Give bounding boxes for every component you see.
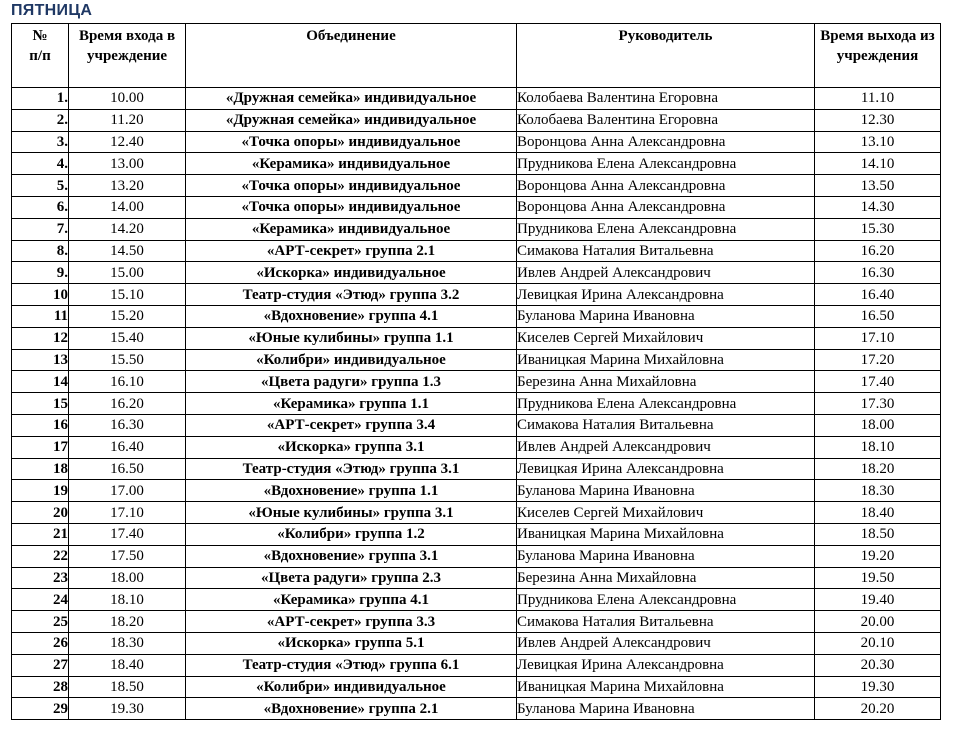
row-number: 27 xyxy=(12,654,69,676)
row-number: 28 xyxy=(12,676,69,698)
club-cell: «Вдохновение» группа 2.1 xyxy=(186,698,517,720)
club-cell: Театр-студия «Этюд» группа 6.1 xyxy=(186,654,517,676)
table-row xyxy=(12,393,941,415)
time-out-cell: 19.30 xyxy=(815,676,941,698)
leader-cell: Воронцова Анна Александровна xyxy=(517,196,815,218)
leader-cell: Прудникова Елена Александровна xyxy=(517,218,815,240)
table-row xyxy=(12,218,941,240)
club-cell: «Дружная семейка» индивидуальное xyxy=(186,109,517,131)
time-out-cell: 12.30 xyxy=(815,109,941,131)
club-cell: «Вдохновение» группа 4.1 xyxy=(186,305,517,327)
time-out-cell: 14.10 xyxy=(815,153,941,175)
table-row xyxy=(12,676,941,698)
time-in-cell: 15.50 xyxy=(69,349,186,371)
leader-cell: Буланова Марина Ивановна xyxy=(517,480,815,502)
time-out-cell: 15.30 xyxy=(815,218,941,240)
time-out-cell: 18.20 xyxy=(815,458,941,480)
club-cell: «Керамика» индивидуальное xyxy=(186,153,517,175)
table-row xyxy=(12,327,941,349)
time-out-cell: 13.10 xyxy=(815,131,941,153)
time-out-cell: 18.30 xyxy=(815,480,941,502)
leader-cell: Буланова Марина Ивановна xyxy=(517,305,815,327)
time-in-cell: 10.00 xyxy=(69,88,186,110)
table-row xyxy=(12,349,941,371)
row-number: 15 xyxy=(12,393,69,415)
time-out-cell: 16.30 xyxy=(815,262,941,284)
table-row xyxy=(12,88,941,110)
leader-cell: Левицкая Ирина Александровна xyxy=(517,654,815,676)
club-cell: Театр-студия «Этюд» группа 3.2 xyxy=(186,284,517,306)
leader-cell: Прудникова Елена Александровна xyxy=(517,393,815,415)
time-in-cell: 18.30 xyxy=(69,632,186,654)
time-out-cell: 20.20 xyxy=(815,698,941,720)
club-cell: «Колибри» группа 1.2 xyxy=(186,523,517,545)
row-number: 7. xyxy=(12,218,69,240)
table-row xyxy=(12,523,941,545)
table-row xyxy=(12,654,941,676)
time-out-cell: 19.40 xyxy=(815,589,941,611)
row-number: 23 xyxy=(12,567,69,589)
club-cell: «Цвета радуги» группа 2.3 xyxy=(186,567,517,589)
time-out-cell: 16.50 xyxy=(815,305,941,327)
time-out-cell: 18.00 xyxy=(815,414,941,436)
row-number: 21 xyxy=(12,523,69,545)
club-cell: «Цвета радуги» группа 1.3 xyxy=(186,371,517,393)
header-time-out: Время выхода из учреждения xyxy=(815,24,941,88)
club-cell: «Искорка» группа 3.1 xyxy=(186,436,517,458)
time-in-cell: 19.30 xyxy=(69,698,186,720)
header-time-in: Время входа в учреждение xyxy=(69,24,186,88)
time-out-cell: 14.30 xyxy=(815,196,941,218)
row-number: 8. xyxy=(12,240,69,262)
row-number: 2. xyxy=(12,109,69,131)
table-row xyxy=(12,611,941,633)
table-row xyxy=(12,262,941,284)
table-row xyxy=(12,698,941,720)
row-number: 13 xyxy=(12,349,69,371)
time-in-cell: 14.50 xyxy=(69,240,186,262)
leader-cell: Воронцова Анна Александровна xyxy=(517,131,815,153)
row-number: 22 xyxy=(12,545,69,567)
leader-cell: Березина Анна Михайловна xyxy=(517,567,815,589)
row-number: 4. xyxy=(12,153,69,175)
table-row xyxy=(12,284,941,306)
leader-cell: Симакова Наталия Витальевна xyxy=(517,611,815,633)
row-number: 25 xyxy=(12,611,69,633)
leader-cell: Ивлев Андрей Александрович xyxy=(517,632,815,654)
row-number: 19 xyxy=(12,480,69,502)
club-cell: «Вдохновение» группа 3.1 xyxy=(186,545,517,567)
leader-cell: Симакова Наталия Витальевна xyxy=(517,240,815,262)
time-in-cell: 13.20 xyxy=(69,175,186,197)
row-number: 9. xyxy=(12,262,69,284)
table-row xyxy=(12,458,941,480)
time-in-cell: 14.20 xyxy=(69,218,186,240)
time-out-cell: 16.40 xyxy=(815,284,941,306)
time-out-cell: 18.40 xyxy=(815,502,941,524)
club-cell: «Искорка» индивидуальное xyxy=(186,262,517,284)
leader-cell: Иваницкая Марина Михайловна xyxy=(517,676,815,698)
leader-cell: Симакова Наталия Витальевна xyxy=(517,414,815,436)
leader-cell: Киселев Сергей Михайлович xyxy=(517,502,815,524)
row-number: 24 xyxy=(12,589,69,611)
time-out-cell: 20.00 xyxy=(815,611,941,633)
leader-cell: Буланова Марина Ивановна xyxy=(517,545,815,567)
page-title: ПЯТНИЦА xyxy=(11,2,93,19)
leader-cell: Иваницкая Марина Михайловна xyxy=(517,349,815,371)
time-in-cell: 15.20 xyxy=(69,305,186,327)
time-in-cell: 17.40 xyxy=(69,523,186,545)
time-in-cell: 16.10 xyxy=(69,371,186,393)
club-cell: «Юные кулибины» группа 1.1 xyxy=(186,327,517,349)
club-cell: «Колибри» индивидуальное xyxy=(186,349,517,371)
time-out-cell: 13.50 xyxy=(815,175,941,197)
table-row xyxy=(12,153,941,175)
time-out-cell: 16.20 xyxy=(815,240,941,262)
table-row xyxy=(12,414,941,436)
time-out-cell: 19.20 xyxy=(815,545,941,567)
row-number: 20 xyxy=(12,502,69,524)
time-in-cell: 14.00 xyxy=(69,196,186,218)
time-in-cell: 18.40 xyxy=(69,654,186,676)
time-out-cell: 17.30 xyxy=(815,393,941,415)
club-cell: «АРТ-секрет» группа 3.3 xyxy=(186,611,517,633)
time-in-cell: 16.50 xyxy=(69,458,186,480)
row-number: 11 xyxy=(12,305,69,327)
time-out-cell: 17.40 xyxy=(815,371,941,393)
club-cell: «Точка опоры» индивидуальное xyxy=(186,131,517,153)
time-in-cell: 13.00 xyxy=(69,153,186,175)
time-out-cell: 18.50 xyxy=(815,523,941,545)
row-number: 1. xyxy=(12,88,69,110)
table-header-row xyxy=(12,24,941,88)
time-in-cell: 17.50 xyxy=(69,545,186,567)
row-number: 26 xyxy=(12,632,69,654)
time-out-cell: 19.50 xyxy=(815,567,941,589)
leader-cell: Левицкая Ирина Александровна xyxy=(517,284,815,306)
club-cell: «Дружная семейка» индивидуальное xyxy=(186,88,517,110)
table-row xyxy=(12,131,941,153)
header-num: № п/п xyxy=(12,24,69,88)
leader-cell: Буланова Марина Ивановна xyxy=(517,698,815,720)
table-row xyxy=(12,175,941,197)
club-cell: «Колибри» индивидуальное xyxy=(186,676,517,698)
club-cell: Театр-студия «Этюд» группа 3.1 xyxy=(186,458,517,480)
club-cell: «Керамика» группа 4.1 xyxy=(186,589,517,611)
time-out-cell: 17.10 xyxy=(815,327,941,349)
club-cell: «АРТ-секрет» группа 3.4 xyxy=(186,414,517,436)
time-out-cell: 20.10 xyxy=(815,632,941,654)
table-row xyxy=(12,567,941,589)
table-row xyxy=(12,240,941,262)
time-in-cell: 15.00 xyxy=(69,262,186,284)
club-cell: «Вдохновение» группа 1.1 xyxy=(186,480,517,502)
time-out-cell: 11.10 xyxy=(815,88,941,110)
row-number: 10 xyxy=(12,284,69,306)
time-out-cell: 17.20 xyxy=(815,349,941,371)
header-leader: Руководитель xyxy=(517,24,815,88)
time-in-cell: 16.30 xyxy=(69,414,186,436)
time-in-cell: 16.40 xyxy=(69,436,186,458)
row-number: 6. xyxy=(12,196,69,218)
table-row xyxy=(12,196,941,218)
leader-cell: Колобаева Валентина Егоровна xyxy=(517,88,815,110)
time-in-cell: 17.10 xyxy=(69,502,186,524)
club-cell: «АРТ-секрет» группа 2.1 xyxy=(186,240,517,262)
table-body xyxy=(12,88,941,720)
table-row xyxy=(12,632,941,654)
time-in-cell: 12.40 xyxy=(69,131,186,153)
row-number: 3. xyxy=(12,131,69,153)
time-in-cell: 16.20 xyxy=(69,393,186,415)
table-row xyxy=(12,502,941,524)
row-number: 17 xyxy=(12,436,69,458)
club-cell: «Юные кулибины» группа 3.1 xyxy=(186,502,517,524)
row-number: 5. xyxy=(12,175,69,197)
row-number: 14 xyxy=(12,371,69,393)
leader-cell: Воронцова Анна Александровна xyxy=(517,175,815,197)
time-in-cell: 18.50 xyxy=(69,676,186,698)
table-row xyxy=(12,436,941,458)
time-in-cell: 11.20 xyxy=(69,109,186,131)
leader-cell: Иваницкая Марина Михайловна xyxy=(517,523,815,545)
table-row xyxy=(12,109,941,131)
club-cell: «Точка опоры» индивидуальное xyxy=(186,175,517,197)
leader-cell: Березина Анна Михайловна xyxy=(517,371,815,393)
time-in-cell: 18.10 xyxy=(69,589,186,611)
header-club: Объединение xyxy=(186,24,517,88)
time-out-cell: 18.10 xyxy=(815,436,941,458)
leader-cell: Киселев Сергей Михайлович xyxy=(517,327,815,349)
club-cell: «Керамика» индивидуальное xyxy=(186,218,517,240)
leader-cell: Левицкая Ирина Александровна xyxy=(517,458,815,480)
leader-cell: Прудникова Елена Александровна xyxy=(517,589,815,611)
club-cell: «Искорка» группа 5.1 xyxy=(186,632,517,654)
club-cell: «Точка опоры» индивидуальное xyxy=(186,196,517,218)
table-row xyxy=(12,305,941,327)
row-number: 16 xyxy=(12,414,69,436)
row-number: 29 xyxy=(12,698,69,720)
schedule-table xyxy=(11,23,941,720)
table-row xyxy=(12,371,941,393)
time-in-cell: 17.00 xyxy=(69,480,186,502)
row-number: 18 xyxy=(12,458,69,480)
time-out-cell: 20.30 xyxy=(815,654,941,676)
time-in-cell: 15.40 xyxy=(69,327,186,349)
leader-cell: Ивлев Андрей Александрович xyxy=(517,262,815,284)
leader-cell: Колобаева Валентина Егоровна xyxy=(517,109,815,131)
leader-cell: Ивлев Андрей Александрович xyxy=(517,436,815,458)
row-number: 12 xyxy=(12,327,69,349)
table-row xyxy=(12,545,941,567)
time-in-cell: 15.10 xyxy=(69,284,186,306)
club-cell: «Керамика» группа 1.1 xyxy=(186,393,517,415)
table-row xyxy=(12,480,941,502)
table-row xyxy=(12,589,941,611)
leader-cell: Прудникова Елена Александровна xyxy=(517,153,815,175)
time-in-cell: 18.00 xyxy=(69,567,186,589)
time-in-cell: 18.20 xyxy=(69,611,186,633)
